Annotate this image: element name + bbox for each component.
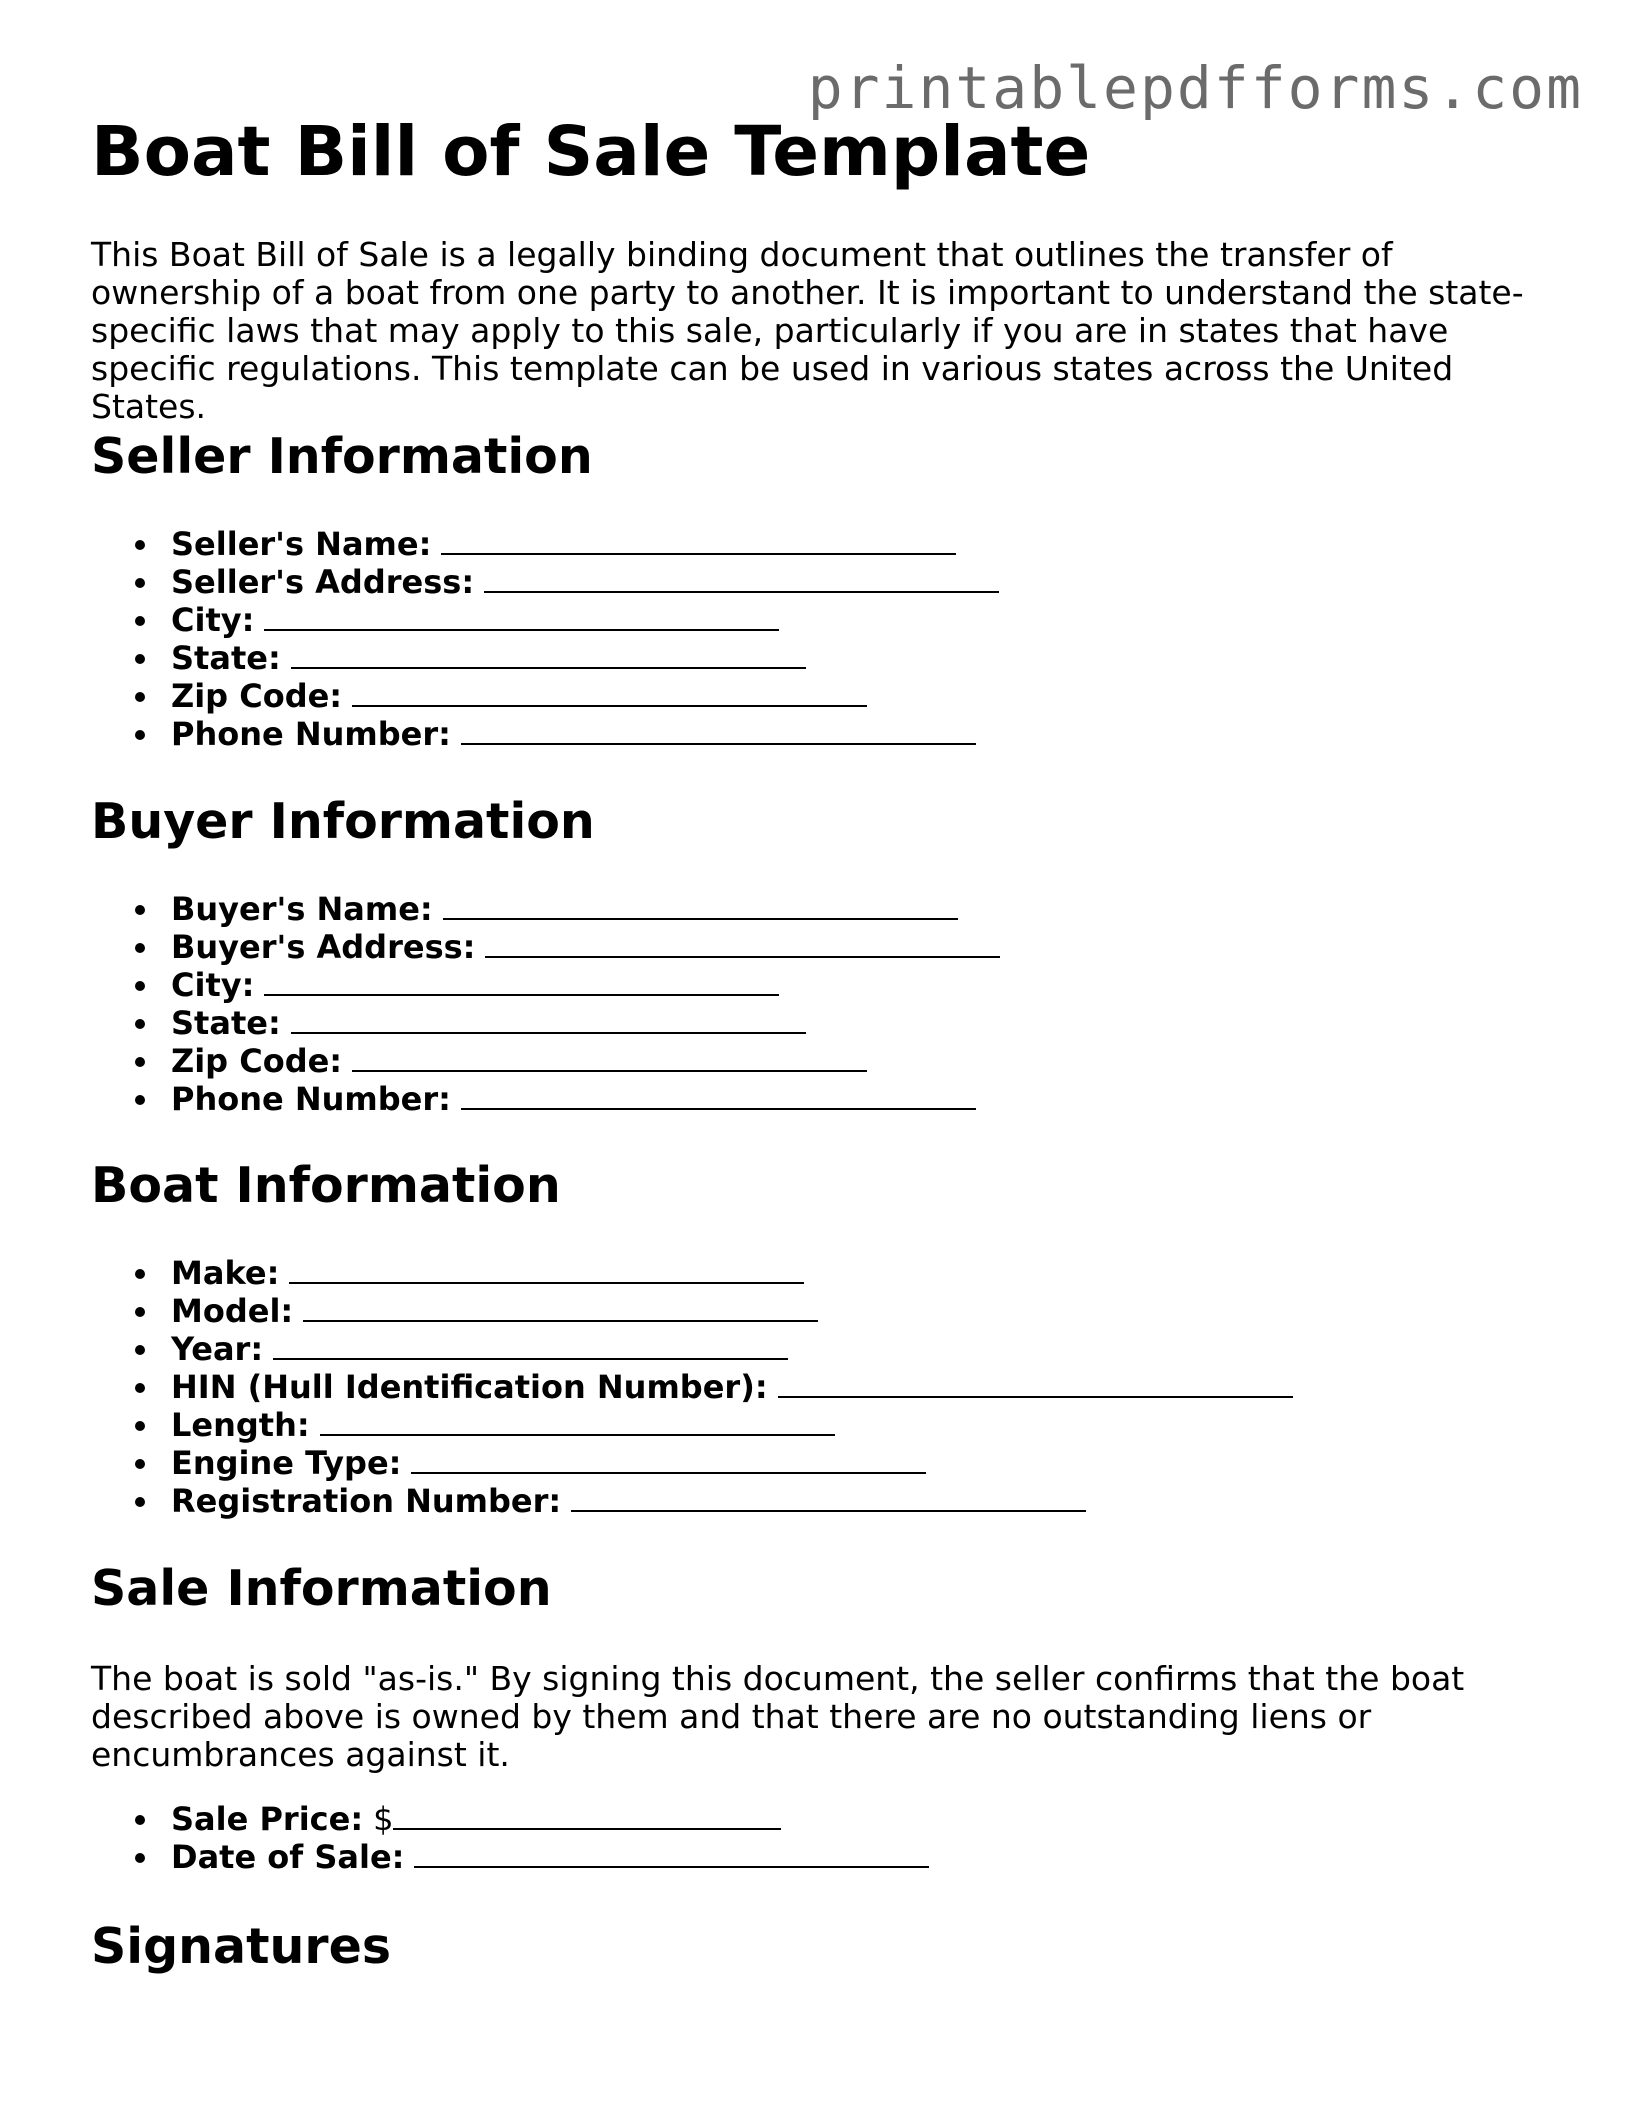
buyer-fields xyxy=(91,890,1000,1118)
field-label: Registration Number: xyxy=(171,1482,562,1520)
blank-line[interactable] xyxy=(461,717,976,745)
bullet-icon xyxy=(135,1019,145,1029)
blank-line[interactable] xyxy=(291,1006,806,1034)
blank-line[interactable] xyxy=(461,1082,976,1110)
seller-address-field[interactable] xyxy=(91,563,999,601)
field-label: Make: xyxy=(171,1254,280,1292)
field-label: City: xyxy=(171,601,255,639)
field-label: Model: xyxy=(171,1292,294,1330)
buyer-zip-field[interactable] xyxy=(91,1042,1000,1080)
boat-length-field[interactable] xyxy=(91,1406,1293,1444)
field-label: Zip Code: xyxy=(171,1042,343,1080)
bullet-icon xyxy=(135,692,145,702)
bullet-icon xyxy=(135,1095,145,1105)
bullet-icon xyxy=(135,1815,145,1825)
field-label: Year: xyxy=(171,1330,264,1368)
intro-paragraph: This Boat Bill of Sale is a legally binding document that outlines the transfer of ownership of a boat from one party to another. It is important to understand the state-specific laws that may apply to this sale, particularly if you are in states that have specific regulations. This template can be used in various states across the United States. xyxy=(91,235,1524,426)
seller-heading: Seller Information xyxy=(91,428,593,485)
buyer-state-field[interactable] xyxy=(91,1004,1000,1042)
buyer-address-field[interactable] xyxy=(91,928,1000,966)
blank-line[interactable] xyxy=(289,1256,804,1284)
field-label: Zip Code: xyxy=(171,677,343,715)
field-label: Date of Sale: xyxy=(171,1838,405,1876)
blank-line[interactable] xyxy=(273,1332,788,1360)
blank-line[interactable] xyxy=(414,1840,929,1868)
bullet-icon xyxy=(135,654,145,664)
buyer-heading: Buyer Information xyxy=(91,793,595,850)
bullet-icon xyxy=(135,1307,145,1317)
blank-line[interactable] xyxy=(443,892,958,920)
buyer-name-field[interactable] xyxy=(91,890,1000,928)
page-title: Boat Bill of Sale Template xyxy=(91,112,1091,192)
boat-fields xyxy=(91,1254,1293,1520)
field-label: Buyer's Address: xyxy=(171,928,476,966)
bullet-icon xyxy=(135,1497,145,1507)
bullet-icon xyxy=(135,1269,145,1279)
blank-line[interactable] xyxy=(484,565,999,593)
field-label: State: xyxy=(171,639,281,677)
watermark: printablepdfforms.com xyxy=(807,54,1583,122)
bullet-icon xyxy=(135,1345,145,1355)
field-label: HIN (Hull Identification Number): xyxy=(171,1368,768,1406)
seller-name-field[interactable] xyxy=(91,525,999,563)
sale-date-field[interactable] xyxy=(91,1838,929,1876)
seller-zip-field[interactable] xyxy=(91,677,999,715)
blank-line[interactable] xyxy=(441,527,956,555)
blank-line[interactable] xyxy=(264,968,779,996)
blank-line[interactable] xyxy=(291,641,806,669)
seller-city-field[interactable] xyxy=(91,601,999,639)
signatures-heading: Signatures xyxy=(91,1918,391,1975)
boat-engine-field[interactable] xyxy=(91,1444,1293,1482)
blank-line[interactable] xyxy=(264,603,779,631)
buyer-phone-field[interactable] xyxy=(91,1080,1000,1118)
blank-line[interactable] xyxy=(352,679,867,707)
bullet-icon xyxy=(135,1057,145,1067)
seller-fields xyxy=(91,525,999,753)
seller-phone-field[interactable] xyxy=(91,715,999,753)
blank-line[interactable] xyxy=(411,1446,926,1474)
currency-symbol: $ xyxy=(373,1800,394,1838)
blank-line[interactable] xyxy=(485,930,1000,958)
seller-state-field[interactable] xyxy=(91,639,999,677)
bullet-icon xyxy=(135,616,145,626)
sale-price-field[interactable] xyxy=(91,1800,929,1838)
boat-heading: Boat Information xyxy=(91,1157,561,1214)
buyer-city-field[interactable] xyxy=(91,966,1000,1004)
field-label: State: xyxy=(171,1004,281,1042)
bullet-icon xyxy=(135,1459,145,1469)
field-label: Sale Price: xyxy=(171,1800,364,1838)
boat-model-field[interactable] xyxy=(91,1292,1293,1330)
bullet-icon xyxy=(135,905,145,915)
field-label: Seller's Name: xyxy=(171,525,432,563)
blank-line[interactable] xyxy=(352,1044,867,1072)
bullet-icon xyxy=(135,943,145,953)
blank-line[interactable] xyxy=(393,1802,781,1830)
boat-registration-field[interactable] xyxy=(91,1482,1293,1520)
bullet-icon xyxy=(135,1421,145,1431)
sale-fields xyxy=(91,1800,929,1876)
bullet-icon xyxy=(135,1383,145,1393)
field-label: Engine Type: xyxy=(171,1444,402,1482)
blank-line[interactable] xyxy=(778,1370,1293,1398)
field-label: Buyer's Name: xyxy=(171,890,433,928)
field-label: Phone Number: xyxy=(171,1080,451,1118)
bullet-icon xyxy=(135,981,145,991)
blank-line[interactable] xyxy=(303,1294,818,1322)
bullet-icon xyxy=(135,730,145,740)
blank-line[interactable] xyxy=(320,1408,835,1436)
boat-hin-field[interactable] xyxy=(91,1368,1293,1406)
blank-line[interactable] xyxy=(571,1484,1086,1512)
bullet-icon xyxy=(135,1853,145,1863)
field-label: Length: xyxy=(171,1406,310,1444)
field-label: Phone Number: xyxy=(171,715,451,753)
field-label: Seller's Address: xyxy=(171,563,475,601)
boat-make-field[interactable] xyxy=(91,1254,1293,1292)
field-label: City: xyxy=(171,966,255,1004)
bullet-icon xyxy=(135,578,145,588)
bullet-icon xyxy=(135,540,145,550)
sale-heading: Sale Information xyxy=(91,1560,552,1617)
boat-year-field[interactable] xyxy=(91,1330,1293,1368)
sale-paragraph: The boat is sold "as-is." By signing this document, the seller confirms that the boat described above is owned by them and that there are no outstanding liens or encumbrances against it. xyxy=(91,1659,1465,1774)
